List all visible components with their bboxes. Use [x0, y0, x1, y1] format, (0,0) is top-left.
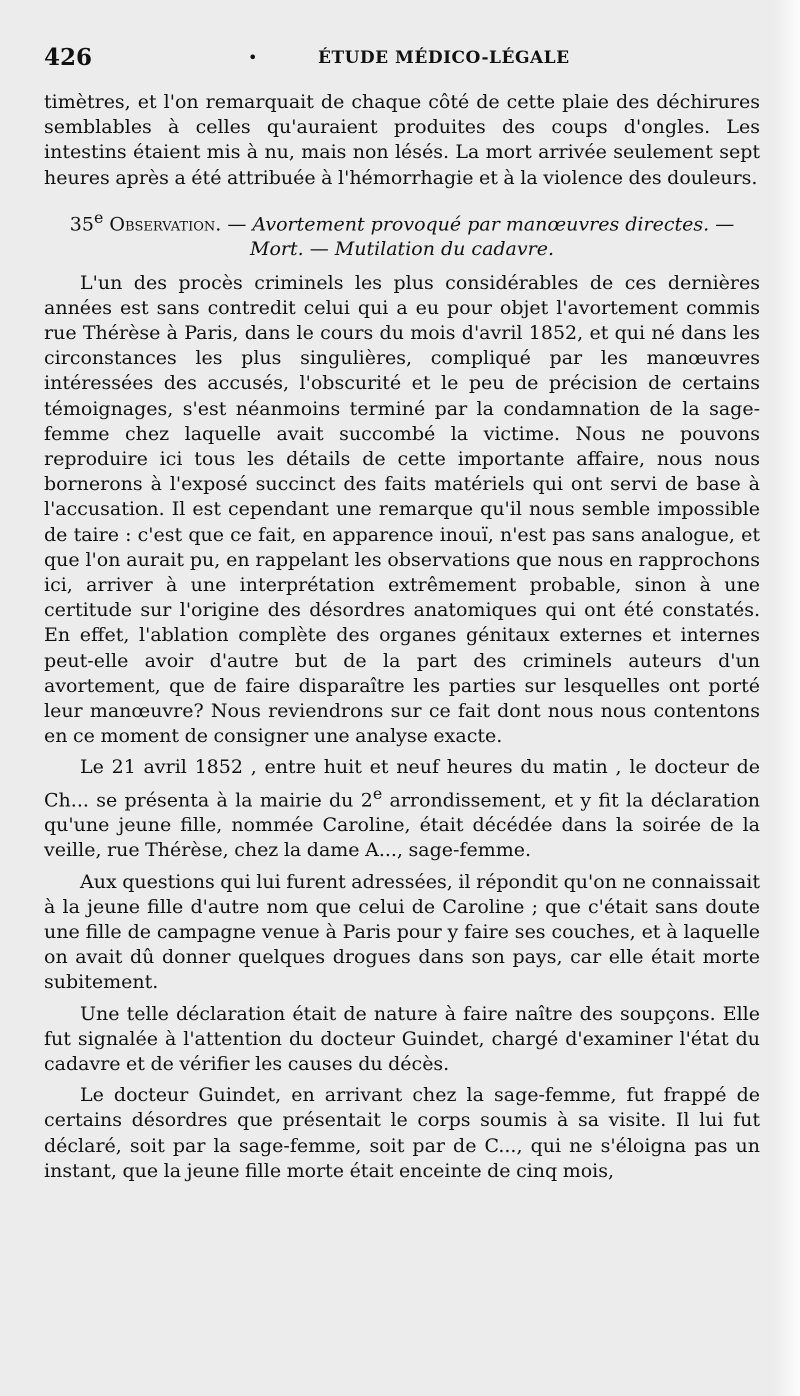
observation-title-part-2: Mort. [250, 238, 304, 261]
heading-dash: — [221, 213, 253, 236]
paragraph-1: L'un des procès criminels les plus considérables de ces dernières années est sans contredit celui qui a eu pour objet l'avortement commis rue Thérèse à Paris, dans le cours du mois d'avril 1852, et qui né dans les circonstances les plus singulières, compliqué par les manœuvres intéressées des accusés, l'obscurité et le peu de précision de certains témoignages, s'est néanmoins terminé par la condamnation de la sage-femme chez laquelle avait succombé la victime. Nous ne pouvons reproduire ici tous les détails de cette importante affaire, nous nous bornerons à l'exposé succinct des faits matériels qui ont servi de base à l'accusation. Il est cependant une remarque qu'il nous semble impossible de taire : c'est que ce fait, en apparence inouï, n'est pas sans analogue, et que l'on aurait pu, en rappelant les observations que nous en rapprochons ici, arriver à une interprétation extrêmement probable, sinon à une certitude sur l'origine des désordres anatomiques qui ont été constatés. En effet, l'ablation complète des organes génitaux externes et internes peut-elle avoir d'autre but de la part des criminels auteurs d'un avortement, que de faire disparaître les parties sur lesquelles ont porté leur manœuvre? Nous reviendrons sur ce fait dont nous nous contentons en ce moment de consigner une analyse exacte. [44, 271, 760, 748]
observation-label: Observation. [109, 213, 222, 236]
paragraph-2-text-b: arrondissement, et y fit la déclaration qu'une jeune fille, nommée Caroline, était décédée dans la soirée de la veille, rue Thérèse, chez la dame A..., sage-femme. [44, 788, 760, 862]
page-number: 426 [44, 44, 93, 71]
paragraph-2-text-a: Le 21 avril 1852 , entre huit et neuf heures du matin , le docteur de Ch... se présenta à la mairie du 2 [44, 756, 760, 811]
header-separator: • [248, 48, 258, 67]
paragraph-2 [44, 755, 760, 863]
observation-number-suffix: e [93, 207, 104, 227]
heading-dash: — [303, 238, 335, 261]
observation-heading [44, 205, 760, 263]
observation-title-part-3: Mutilation du cadavre. [334, 238, 554, 261]
running-head [44, 44, 756, 74]
observation-title-part-1: Avortement provoqué par manœuvres directes. [252, 213, 710, 236]
observation-number: 35 [69, 213, 94, 236]
paragraph-4: Une telle déclaration était de nature à faire naître des soupçons. Elle fut signalée à l'attention du docteur Guindet, chargé d'examiner l'état du cadavre et de vérifier les causes du décès. [44, 1002, 760, 1075]
paragraph-5: Le docteur Guindet, en arrivant chez la sage-femme, fut frappé de certains désordres que présentait le corps soumis à sa visite. Il lui fut déclaré, soit par la sage-femme, soit par de C..., qui ne s'éloigna pas un instant, que la jeune fille morte était enceinte de cinq mois, [44, 1084, 760, 1182]
paragraph-2-superscript: e [372, 783, 383, 803]
paragraph-continued: timètres, et l'on remarquait de chaque côté de cette plaie des déchirures semblables à celles qu'auraient produites des coups d'ongles. Les intestins étaient mis à nu, mais non lésés. La mort arrivée seulement sept heures après a été attribuée à l'hémorrhagie et à la violence des douleurs. [44, 91, 760, 189]
paragraph-3: Aux questions qui lui furent adressées, il répondit qu'on ne connaissait à la jeune fille d'autre nom que celui de Caroline ; que c'était sans doute une fille de campagne venue à Paris pour y faire ses couches, et à laquelle on avait dû donner quelques drogues dans son pays, car elle était morte subitement. [44, 870, 761, 994]
running-title: ÉTUDE MÉDICO-LÉGALE [318, 48, 570, 68]
heading-dash: — [709, 213, 735, 236]
body-text [44, 90, 760, 1184]
